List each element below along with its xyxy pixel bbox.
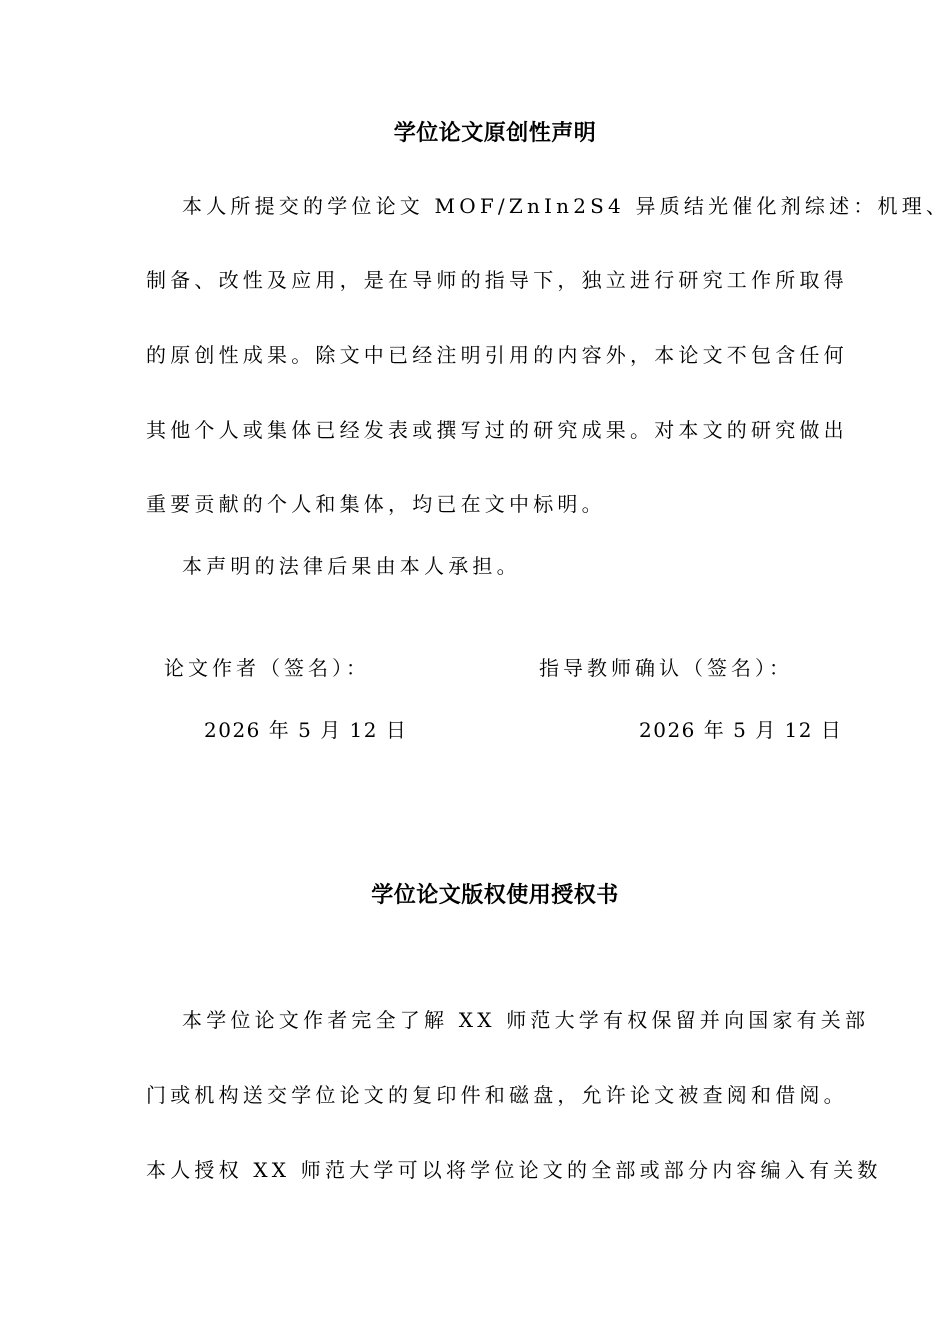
declaration-line-2: 制备、改性及应用，是在导师的指导下，独立进行研究工作所取得 (146, 268, 848, 292)
declaration-line-3: 的原创性成果。除文中已经注明引用的内容外，本论文不包含任何 (146, 343, 848, 367)
author-signature-label: 论文作者（签名）： (164, 656, 370, 680)
declaration-title: 学位论文原创性声明 (393, 121, 597, 146)
authorization-line-2: 门或机构送交学位论文的复印件和磁盘，允许论文被查阅和借阅。 (146, 1083, 848, 1107)
authorization-line-3: 本人授权 XX 师范大学可以将学位论文的全部或部分内容编入有关数 (146, 1158, 882, 1182)
authorization-title: 学位论文版权使用授权书 (371, 883, 619, 908)
declaration-line-6: 本声明的法律后果由本人承担。 (182, 554, 521, 578)
advisor-signature-label: 指导教师确认（签名）： (539, 656, 793, 680)
declaration-line-1: 本人所提交的学位论文 MOF/ZnIn2S4 异质结光催化剂综述：机理、 (182, 194, 950, 218)
author-signature-date: 2026 年 5 月 12 日 (204, 718, 408, 742)
declaration-line-5: 重要贡献的个人和集体，均已在文中标明。 (146, 492, 606, 516)
authorization-line-1: 本学位论文作者完全了解 XX 师范大学有权保留并向国家有关部 (182, 1008, 870, 1032)
declaration-line-4: 其他个人或集体已经发表或撰写过的研究成果。对本文的研究做出 (146, 418, 848, 442)
advisor-signature-date: 2026 年 5 月 12 日 (639, 718, 843, 742)
